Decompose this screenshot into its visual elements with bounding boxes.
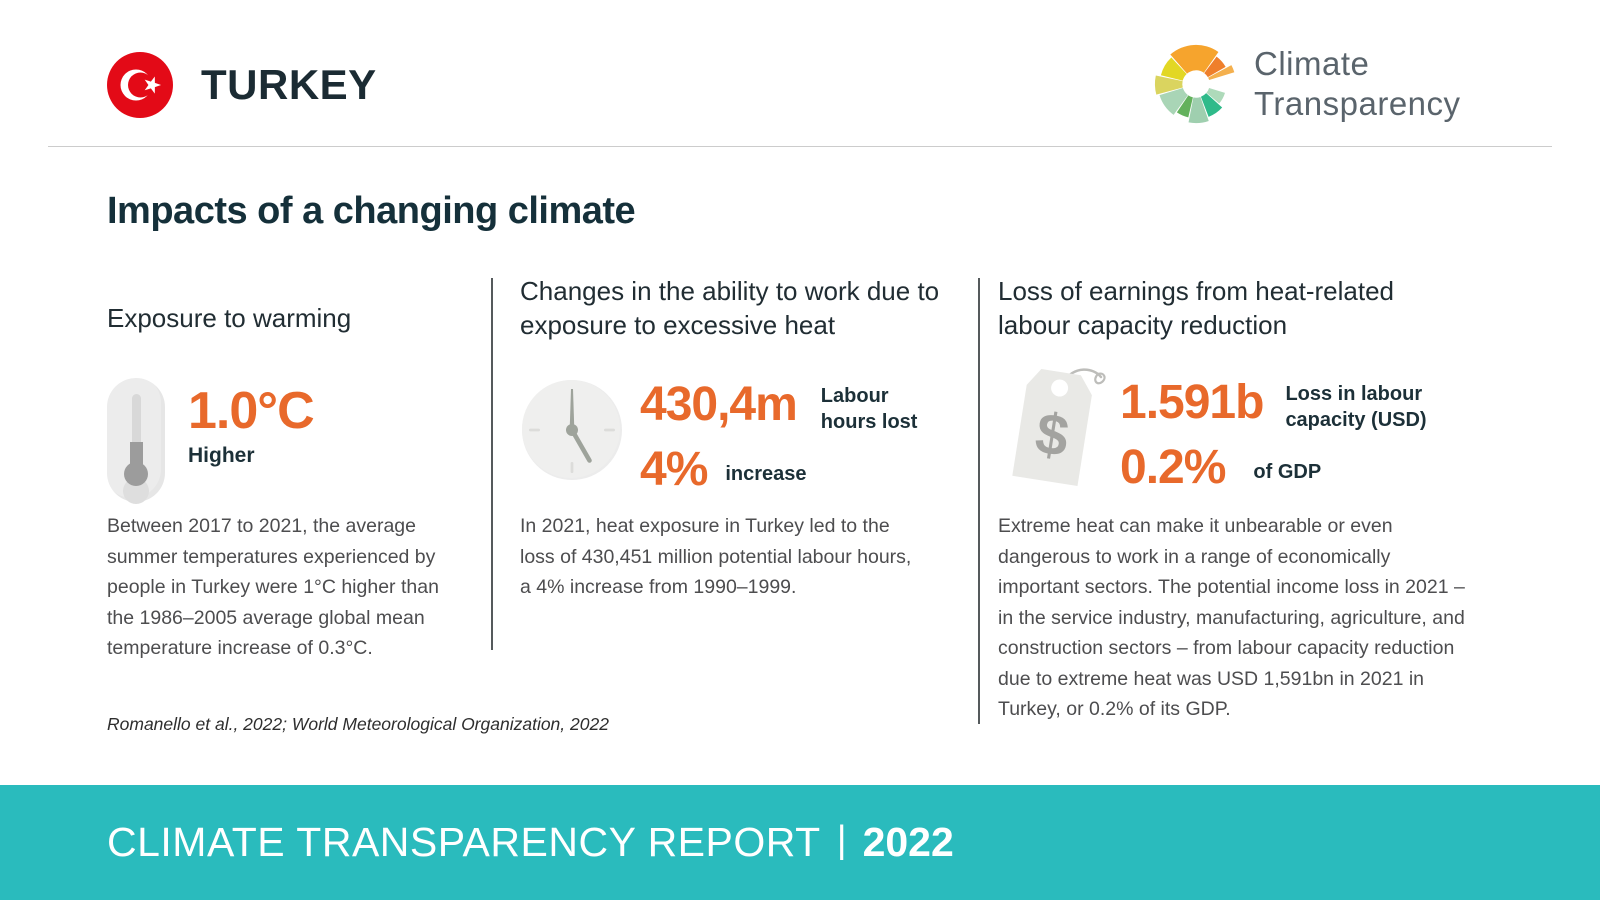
column1-body: Between 2017 to 2021, the average summer temperatures experienced by people in Turkey were 1°C higher than the 1986–2005 average global mean temperature increase of 0.3°C.	[107, 515, 439, 659]
source-citation: Romanello et al., 2022; World Meteorological Organization, 2022	[107, 714, 609, 734]
thermometer-tube	[132, 394, 141, 446]
column1-stats	[188, 384, 314, 468]
stat-value-loss: 1.591b	[1120, 376, 1264, 429]
price-tag-icon	[998, 360, 1118, 500]
column3-stats	[1120, 378, 1480, 493]
footer-bar	[0, 785, 1600, 900]
column3-heading: Loss of earnings from heat-related labour capacity reduction	[998, 276, 1394, 340]
column1-heading: Exposure to warming	[107, 303, 352, 333]
page-title: Impacts of a changing climate	[107, 190, 636, 232]
footer-year: 2022	[862, 819, 954, 865]
stat-value-increase: 4%	[640, 443, 708, 496]
stat-label-increase: increase	[725, 463, 807, 485]
thermometer-bulb	[124, 462, 148, 486]
stat-label-labour-hours: Labour hours lost	[820, 385, 918, 433]
page-country-title: TURKEY	[201, 61, 377, 108]
svg-text:$: $	[1031, 400, 1074, 470]
column2-heading: Changes in the ability to work due to exposure to excessive heat	[520, 276, 940, 340]
column2-stats	[640, 380, 960, 495]
stat-label-temperature: Higher	[188, 444, 255, 467]
brand-line1: Climate	[1254, 45, 1370, 82]
column-divider-1	[491, 278, 493, 650]
column2-body: In 2021, heat exposure in Turkey led to the loss of 430,451 million potential labour hours, a 4% increase from 1990–1999.	[520, 515, 912, 598]
stat-value-labour-hours: 430,4m	[640, 378, 797, 431]
column3-body: Extreme heat can make it unbearable or even dangerous to work in a range of economically important sectors. The potential income loss in 2021 – in the service industry, manufacturing, agriculture, and construction sectors – from labour capacity reduction due to extreme heat was USD 1,591bn in 2021 in Turkey, or 0.2% of its GDP.	[998, 515, 1465, 720]
brand-line2: Transparency	[1254, 85, 1461, 122]
footer-report-title: CLIMATE TRANSPARENCY REPORT	[107, 819, 821, 865]
footer-separator: |	[836, 819, 847, 861]
climate-transparency-brand	[1152, 40, 1512, 128]
turkey-flag-icon	[107, 52, 173, 118]
stat-value-gdp: 0.2%	[1120, 441, 1226, 494]
thermometer-icon	[107, 378, 165, 502]
header-divider	[48, 146, 1552, 147]
brand-text	[1254, 44, 1461, 124]
climate-transparency-logo	[1152, 40, 1240, 128]
footer-text	[107, 819, 954, 866]
column-divider-2	[978, 278, 980, 724]
stat-label-gdp: of GDP	[1253, 461, 1322, 483]
stat-label-loss: Loss in labour capacity (USD)	[1285, 383, 1427, 431]
stat-value-temperature: 1.0°C	[188, 382, 314, 440]
clock-icon	[520, 378, 624, 482]
